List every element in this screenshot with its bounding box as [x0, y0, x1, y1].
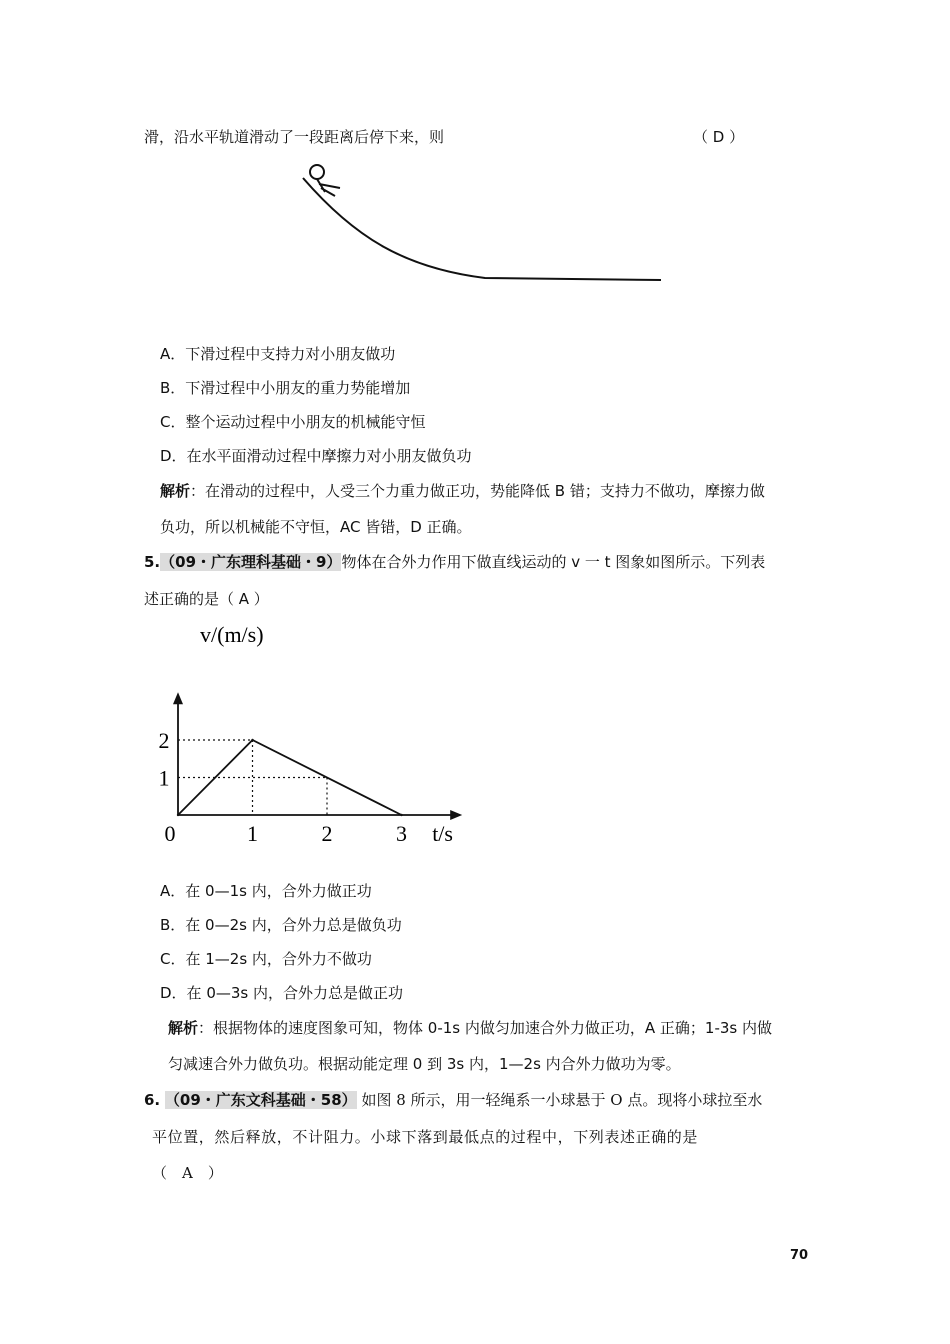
data-point-0 — [177, 814, 179, 816]
q5-source: （09・广东理科基础・9） — [160, 553, 342, 571]
q6-source: （09・广东文科基础・58） — [164, 1091, 357, 1109]
x-tick-label-3: 3 — [396, 821, 407, 846]
q4-analysis-line1 — [160, 481, 765, 501]
q6-stem-line3: （ A ） — [152, 1164, 223, 1182]
q5-stem-text1: 物体在合外力作用下做直线运动的 v 一 t 图象如图所示。下列表 — [341, 553, 766, 571]
y-tick-label-2: 2 — [158, 728, 170, 753]
q5-number: 5. — [144, 553, 161, 571]
q4-option-a: A．下滑过程中支持力对小朋友做功 — [160, 345, 396, 363]
y-axis-label: v/(m/s) — [200, 622, 264, 647]
q5-analysis-line1 — [168, 1018, 772, 1038]
q5-stem-line1 — [144, 552, 765, 572]
q5-analysis-text1: ：根据物体的速度图象可知，物体 0-1s 内做匀加速合外力做正功，A 正确；1-3s 内做 — [198, 1019, 772, 1037]
x-axis-arrow — [450, 810, 462, 820]
data-point-1 — [251, 739, 253, 741]
q4-analysis-line2: 负功，所以机械能不守恒，AC 皆错，D 正确。 — [160, 518, 472, 536]
data-point-2 — [400, 814, 402, 816]
x-axis-label: t/s — [432, 821, 453, 846]
q5-analysis-line2: 匀减速合外力做负功。根据动能定理 0 到 3s 内，1—2s 内合外力做功为零。 — [168, 1055, 681, 1073]
q5-option-d: D．在 0—3s 内，合外力总是做正功 — [160, 984, 403, 1002]
vt-chart — [150, 620, 453, 860]
q4-analysis-text1: ：在滑动的过程中，人受三个力重力做正功，势能降低 B 错；支持力不做功，摩擦力做 — [190, 482, 765, 500]
q4-option-c: C．整个运动过程中小朋友的机械能守恒 — [160, 413, 426, 431]
x-tick-label-0: 0 — [164, 821, 176, 846]
q4-answer: （ D ） — [693, 128, 745, 146]
q4-option-b: B．下滑过程中小朋友的重力势能增加 — [160, 379, 411, 397]
q5-option-c: C．在 1—2s 内，合外力不做功 — [160, 950, 372, 968]
x-tick-label-2: 2 — [321, 821, 333, 846]
x-tick-label-1: 1 — [247, 821, 258, 846]
q4-stem-tail: 滑，沿水平轨道滑动了一段距离后停下来，则 — [144, 128, 445, 146]
y-tick-label-1: 1 — [158, 765, 170, 791]
slide-illustration — [295, 158, 675, 298]
q6-stem-line1 — [144, 1090, 762, 1110]
y-axis-arrow — [173, 692, 183, 704]
q4-option-d: D．在水平面滑动过程中摩擦力对小朋友做负功 — [160, 447, 472, 465]
q5-stem-line2: 述正确的是（ A ） — [144, 590, 269, 608]
q6-stem-line2: 平位置，然后释放，不计阻力。小球下落到最低点的过程中，下列表述正确的是 — [152, 1128, 699, 1146]
q5-analysis-label: 解析 — [168, 1019, 199, 1037]
page-number: 70 — [790, 1248, 809, 1263]
slide-track — [303, 178, 661, 280]
q5-option-b: B．在 0—2s 内，合外力总是做负功 — [160, 916, 402, 934]
q4-analysis-label: 解析 — [160, 482, 191, 500]
q6-stem-text1: 如图 8 所示，用一轻绳系一小球悬于 O 点。现将小球拉至水 — [361, 1091, 763, 1109]
q5-option-a: A．在 0—1s 内，合外力做正功 — [160, 882, 372, 900]
q6-number: 6. — [144, 1091, 161, 1109]
